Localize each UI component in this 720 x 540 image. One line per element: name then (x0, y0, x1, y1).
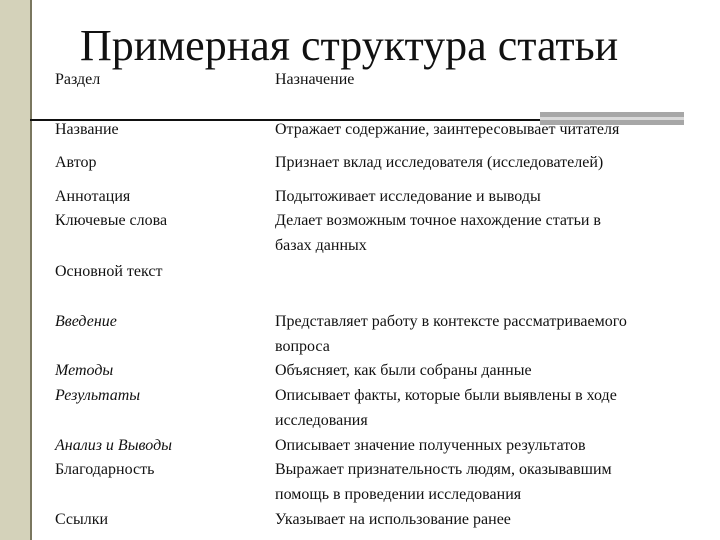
row-label-references: Ссылки (55, 511, 109, 528)
row-purpose-acknowledgements-line1: Выражает признательность людям, оказывавшим (275, 461, 612, 478)
slide-title: Примерная структура статьи (80, 21, 619, 70)
row-purpose-abstract: Подытоживает исследование и выводы (275, 188, 541, 205)
row-purpose-introduction-line2: вопроса (275, 338, 330, 355)
row-label-acknowledgements: Благодарность (55, 461, 155, 478)
header-section: Раздел (55, 71, 101, 88)
row-label-introduction: Введение (55, 313, 117, 330)
row-label-main-text: Основной текст (55, 263, 163, 280)
row-label-title: Название (55, 121, 119, 138)
row-purpose-references: Указывает на использование ранее (275, 511, 511, 528)
row-purpose-introduction-line1: Представляет работу в контексте рассматриваемого (275, 313, 627, 330)
row-purpose-acknowledgements-line2: помощь в проведении исследования (275, 486, 522, 503)
row-label-methods: Методы (55, 362, 114, 379)
row-label-keywords: Ключевые слова (55, 212, 168, 229)
row-purpose-keywords-line2: базах данных (275, 237, 367, 254)
row-purpose-keywords-line1: Делает возможным точное нахождение статьи в (275, 212, 601, 229)
row-purpose-author: Признает вклад исследователя (исследователей) (275, 154, 604, 171)
header-purpose: Назначение (275, 71, 355, 88)
row-label-results: Результаты (55, 387, 141, 404)
left-decorative-bar (0, 0, 30, 540)
row-purpose-results-line2: исследования (275, 412, 368, 429)
row-purpose-results-line1: Описывает факты, которые были выявлены в ходе (275, 387, 617, 404)
row-purpose-title: Отражает содержание, заинтересовывает читателя (275, 121, 620, 138)
row-label-abstract: Аннотация (55, 188, 131, 205)
row-label-analysis: Анализ и Выводы (55, 437, 172, 454)
row-purpose-methods: Объясняет, как были собраны данные (275, 362, 532, 379)
row-purpose-analysis: Описывает значение полученных результатов (275, 437, 586, 454)
row-label-author: Автор (55, 154, 97, 171)
left-decorative-line (30, 0, 32, 540)
